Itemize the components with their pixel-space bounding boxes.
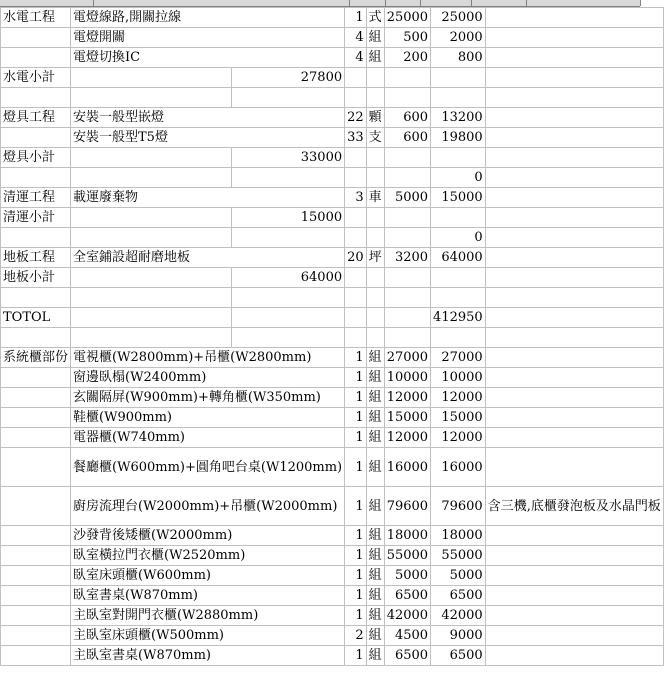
unit-cell[interactable]: 組 (366, 646, 384, 666)
amount-cell[interactable]: 0 (431, 168, 486, 188)
item-cell[interactable]: 窗邊臥榻(W2400mm) (71, 368, 345, 388)
table-row (1, 88, 664, 108)
item-cell[interactable] (71, 288, 232, 308)
category-cell[interactable] (1, 388, 71, 408)
category-cell[interactable] (1, 408, 71, 428)
column-header-e[interactable] (386, 0, 421, 6)
category-cell[interactable]: 燈具工程 (1, 108, 71, 128)
unit-cell[interactable]: 坪 (366, 248, 384, 268)
table-row (1, 428, 664, 448)
amount-cell[interactable]: 64000 (431, 248, 486, 268)
unit-cell[interactable]: 組 (366, 487, 384, 526)
category-cell[interactable]: 地板小計 (1, 268, 71, 288)
item-cell[interactable]: 電器櫃(W740mm) (71, 428, 345, 448)
amount-cell[interactable] (431, 208, 486, 228)
amount-cell[interactable]: 18000 (431, 526, 486, 546)
remark-cell[interactable] (485, 248, 663, 268)
category-cell[interactable]: 地板工程 (1, 248, 71, 268)
amount-cell[interactable]: 0 (431, 228, 486, 248)
amount-cell[interactable]: 13200 (431, 108, 486, 128)
remark-cell[interactable] (485, 268, 663, 288)
subtotal-cell[interactable] (231, 168, 345, 188)
column-header-g[interactable] (472, 0, 527, 6)
remark-cell[interactable] (485, 108, 663, 128)
category-cell[interactable] (1, 168, 71, 188)
table-row (1, 248, 664, 268)
category-cell[interactable] (1, 368, 71, 388)
remark-cell[interactable] (485, 526, 663, 546)
spreadsheet-body (1, 8, 664, 666)
unit-cell[interactable] (366, 68, 384, 88)
unit-cell[interactable]: 組 (366, 48, 384, 68)
table-row (1, 308, 664, 328)
remark-cell[interactable] (485, 208, 663, 228)
unit-cell[interactable]: 車 (366, 188, 384, 208)
table-row (1, 626, 664, 646)
unit-cell[interactable] (366, 168, 384, 188)
remark-cell[interactable] (485, 646, 663, 666)
table-row (1, 586, 664, 606)
unit-cell[interactable]: 組 (366, 448, 384, 487)
item-cell[interactable]: 臥室書桌(W870mm) (71, 586, 345, 606)
remark-cell[interactable] (485, 228, 663, 248)
unit-price-cell[interactable]: 55000 (384, 546, 430, 566)
table-row (1, 108, 664, 128)
remark-cell[interactable] (485, 88, 663, 108)
unit-price-cell[interactable]: 16000 (384, 448, 430, 487)
amount-cell[interactable]: 12000 (431, 388, 486, 408)
quantity-cell[interactable] (345, 288, 367, 308)
table-row (1, 208, 664, 228)
item-cell[interactable]: 電燈線路,開關拉線 (71, 8, 345, 28)
category-cell[interactable] (1, 546, 71, 566)
unit-price-cell[interactable]: 200 (384, 48, 430, 68)
unit-price-cell[interactable] (384, 168, 430, 188)
quantity-cell[interactable]: 4 (345, 28, 367, 48)
unit-price-cell[interactable]: 27000 (384, 348, 430, 368)
unit-cell[interactable] (366, 208, 384, 228)
category-cell[interactable] (1, 88, 71, 108)
column-header-h[interactable] (527, 0, 641, 6)
quantity-cell[interactable]: 1 (345, 408, 367, 428)
quantity-cell[interactable]: 1 (345, 546, 367, 566)
category-cell[interactable]: 清運小計 (1, 208, 71, 228)
remark-cell[interactable] (485, 128, 663, 148)
item-cell[interactable] (71, 88, 232, 108)
subtotal-cell[interactable]: 64000 (231, 268, 345, 288)
table-row (1, 546, 664, 566)
table-row (1, 188, 664, 208)
amount-cell[interactable]: 12000 (431, 428, 486, 448)
column-header-d[interactable] (350, 0, 386, 6)
amount-cell[interactable]: 5000 (431, 566, 486, 586)
unit-cell[interactable] (366, 148, 384, 168)
remark-cell[interactable] (485, 606, 663, 626)
unit-price-cell[interactable] (384, 328, 430, 348)
category-cell[interactable] (1, 586, 71, 606)
subtotal-cell[interactable] (231, 308, 345, 328)
unit-cell[interactable] (366, 328, 384, 348)
item-cell[interactable]: 臥室橫拉門衣櫃(W2520mm) (71, 546, 345, 566)
quantity-cell[interactable]: 1 (345, 448, 367, 487)
table-row (1, 348, 664, 368)
unit-price-cell[interactable]: 6500 (384, 646, 430, 666)
unit-cell[interactable] (366, 228, 384, 248)
category-cell[interactable] (1, 428, 71, 448)
column-header-b-c[interactable] (94, 0, 350, 6)
table-row (1, 128, 664, 148)
quantity-cell[interactable] (345, 268, 367, 288)
remark-cell[interactable] (485, 168, 663, 188)
category-cell[interactable]: 燈具小計 (1, 148, 71, 168)
remark-cell[interactable] (485, 328, 663, 348)
category-cell[interactable]: 水電工程 (1, 8, 71, 28)
remark-cell[interactable] (485, 348, 663, 368)
category-cell[interactable] (1, 48, 71, 68)
item-cell[interactable]: 臥室床頭櫃(W600mm) (71, 566, 345, 586)
unit-cell[interactable]: 式 (366, 8, 384, 28)
unit-price-cell[interactable]: 4500 (384, 626, 430, 646)
unit-price-cell[interactable]: 12000 (384, 428, 430, 448)
unit-price-cell[interactable]: 18000 (384, 526, 430, 546)
category-cell[interactable] (1, 128, 71, 148)
amount-cell[interactable]: 15000 (431, 188, 486, 208)
amount-cell[interactable]: 6500 (431, 586, 486, 606)
table-row (1, 388, 664, 408)
table-row (1, 448, 664, 487)
item-cell[interactable] (71, 228, 232, 248)
category-cell[interactable] (1, 566, 71, 586)
item-cell[interactable]: 主臥室床頭櫃(W500mm) (71, 626, 345, 646)
amount-cell[interactable] (431, 88, 486, 108)
amount-cell[interactable]: 79600 (431, 487, 486, 526)
amount-cell[interactable] (431, 268, 486, 288)
item-cell[interactable] (71, 308, 232, 328)
remark-cell[interactable] (485, 408, 663, 428)
unit-cell[interactable]: 組 (366, 586, 384, 606)
category-cell[interactable] (1, 487, 71, 526)
unit-price-cell[interactable]: 15000 (384, 408, 430, 428)
amount-cell[interactable]: 42000 (431, 606, 486, 626)
item-cell[interactable]: 載運廢棄物 (71, 188, 345, 208)
table-row (1, 28, 664, 48)
remark-cell[interactable] (485, 448, 663, 487)
unit-cell[interactable]: 組 (366, 606, 384, 626)
quantity-cell[interactable]: 1 (345, 487, 367, 526)
amount-cell[interactable]: 800 (431, 48, 486, 68)
subtotal-cell[interactable] (231, 88, 345, 108)
remark-cell[interactable] (485, 148, 663, 168)
quantity-cell[interactable]: 1 (345, 586, 367, 606)
quantity-cell[interactable]: 1 (345, 388, 367, 408)
column-header-strip (0, 0, 640, 7)
table-row (1, 68, 664, 88)
quantity-cell[interactable] (345, 68, 367, 88)
item-cell[interactable] (71, 328, 232, 348)
remark-cell[interactable] (485, 546, 663, 566)
unit-cell[interactable]: 組 (366, 388, 384, 408)
item-cell[interactable] (71, 268, 232, 288)
table-row (1, 168, 664, 188)
remark-cell[interactable] (485, 28, 663, 48)
unit-price-cell[interactable] (384, 268, 430, 288)
quantity-cell[interactable] (345, 308, 367, 328)
table-row (1, 526, 664, 546)
item-cell[interactable]: 沙發背後矮櫃(W2000mm) (71, 526, 345, 546)
item-cell[interactable] (71, 68, 232, 88)
table-row (1, 288, 664, 308)
unit-cell[interactable]: 組 (366, 546, 384, 566)
quantity-cell[interactable]: 1 (345, 566, 367, 586)
unit-cell[interactable]: 組 (366, 526, 384, 546)
remark-cell[interactable] (485, 428, 663, 448)
unit-cell[interactable] (366, 288, 384, 308)
unit-price-cell[interactable]: 6500 (384, 586, 430, 606)
amount-cell[interactable] (431, 148, 486, 168)
item-cell[interactable]: 主臥室對開門衣櫃(W2880mm) (71, 606, 345, 626)
unit-cell[interactable]: 顆 (366, 108, 384, 128)
quantity-cell[interactable]: 1 (345, 428, 367, 448)
unit-price-cell[interactable]: 12000 (384, 388, 430, 408)
unit-price-cell[interactable]: 600 (384, 128, 430, 148)
remark-cell[interactable] (485, 188, 663, 208)
unit-price-cell[interactable]: 25000 (384, 8, 430, 28)
unit-cell[interactable]: 組 (366, 408, 384, 428)
unit-cell[interactable]: 組 (366, 348, 384, 368)
category-cell[interactable] (1, 626, 71, 646)
quantity-cell[interactable]: 2 (345, 626, 367, 646)
category-cell[interactable]: 系統櫃部份 (1, 348, 71, 368)
table-row (1, 606, 664, 626)
quantity-cell[interactable]: 4 (345, 48, 367, 68)
unit-cell[interactable]: 組 (366, 626, 384, 646)
remark-cell[interactable] (485, 368, 663, 388)
unit-price-cell[interactable] (384, 148, 430, 168)
subtotal-cell[interactable]: 15000 (231, 208, 345, 228)
column-header-f[interactable] (421, 0, 472, 6)
amount-cell[interactable]: 27000 (431, 348, 486, 368)
category-cell[interactable]: 清運工程 (1, 188, 71, 208)
category-cell[interactable]: TOTOL (1, 308, 71, 328)
quantity-cell[interactable]: 1 (345, 606, 367, 626)
amount-cell[interactable]: 10000 (431, 368, 486, 388)
unit-price-cell[interactable]: 10000 (384, 368, 430, 388)
unit-price-cell[interactable]: 42000 (384, 606, 430, 626)
unit-price-cell[interactable]: 79600 (384, 487, 430, 526)
category-cell[interactable] (1, 228, 71, 248)
unit-price-cell[interactable] (384, 288, 430, 308)
amount-cell[interactable]: 2000 (431, 28, 486, 48)
category-cell[interactable] (1, 288, 71, 308)
item-cell[interactable]: 電燈開關 (71, 28, 345, 48)
quantity-cell[interactable]: 1 (345, 368, 367, 388)
unit-cell[interactable] (366, 268, 384, 288)
item-cell[interactable]: 電視櫃(W2800mm)+吊櫃(W2800mm) (71, 348, 345, 368)
unit-cell[interactable] (366, 308, 384, 328)
table-row (1, 8, 664, 28)
quantity-cell[interactable] (345, 208, 367, 228)
item-cell[interactable]: 安裝一般型T5燈 (71, 128, 345, 148)
unit-cell[interactable]: 組 (366, 428, 384, 448)
remark-cell[interactable] (485, 388, 663, 408)
quantity-cell[interactable]: 1 (345, 348, 367, 368)
item-cell[interactable]: 電燈切換IC (71, 48, 345, 68)
unit-cell[interactable]: 組 (366, 368, 384, 388)
column-header-a[interactable] (0, 0, 94, 6)
table-row (1, 566, 664, 586)
spreadsheet-grid (0, 7, 664, 666)
table-row (1, 48, 664, 68)
table-row (1, 268, 664, 288)
subtotal-cell[interactable] (231, 328, 345, 348)
item-cell[interactable]: 鞋櫃(W900mm) (71, 408, 345, 428)
unit-price-cell[interactable] (384, 208, 430, 228)
table-row (1, 328, 664, 348)
unit-price-cell[interactable]: 5000 (384, 188, 430, 208)
remark-cell[interactable] (485, 8, 663, 28)
quantity-cell[interactable]: 33 (345, 128, 367, 148)
subtotal-cell[interactable] (231, 288, 345, 308)
category-cell[interactable]: 水電小計 (1, 68, 71, 88)
unit-cell[interactable]: 組 (366, 28, 384, 48)
subtotal-cell[interactable] (231, 228, 345, 248)
item-cell[interactable]: 安裝一般型嵌燈 (71, 108, 345, 128)
quantity-cell[interactable] (345, 88, 367, 108)
amount-cell[interactable]: 412950 (431, 308, 486, 328)
quantity-cell[interactable]: 3 (345, 188, 367, 208)
unit-price-cell[interactable]: 3200 (384, 248, 430, 268)
category-cell[interactable] (1, 28, 71, 48)
item-cell[interactable] (71, 168, 232, 188)
quantity-cell[interactable]: 1 (345, 8, 367, 28)
subtotal-cell[interactable]: 33000 (231, 148, 345, 168)
table-row (1, 148, 664, 168)
unit-price-cell[interactable]: 500 (384, 28, 430, 48)
category-cell[interactable] (1, 526, 71, 546)
amount-cell[interactable]: 19800 (431, 128, 486, 148)
remark-cell[interactable] (485, 566, 663, 586)
amount-cell[interactable]: 25000 (431, 8, 486, 28)
item-cell[interactable]: 全室鋪設超耐磨地板 (71, 248, 345, 268)
quantity-cell[interactable]: 22 (345, 108, 367, 128)
remark-cell[interactable] (485, 288, 663, 308)
item-cell[interactable]: 玄關隔屏(W900mm)+轉角櫃(W350mm) (71, 388, 345, 408)
amount-cell[interactable]: 15000 (431, 408, 486, 428)
amount-cell[interactable] (431, 328, 486, 348)
table-row (1, 368, 664, 388)
quantity-cell[interactable]: 1 (345, 646, 367, 666)
quantity-cell[interactable] (345, 228, 367, 248)
table-row (1, 646, 664, 666)
quantity-cell[interactable]: 1 (345, 526, 367, 546)
amount-cell[interactable]: 9000 (431, 626, 486, 646)
amount-cell[interactable] (431, 288, 486, 308)
unit-cell[interactable] (366, 88, 384, 108)
category-cell[interactable] (1, 606, 71, 626)
table-row (1, 487, 664, 526)
remark-cell[interactable] (485, 626, 663, 646)
unit-price-cell[interactable] (384, 68, 430, 88)
unit-price-cell[interactable] (384, 88, 430, 108)
remark-cell[interactable] (485, 308, 663, 328)
unit-price-cell[interactable] (384, 308, 430, 328)
unit-price-cell[interactable]: 600 (384, 108, 430, 128)
remark-cell[interactable] (485, 48, 663, 68)
table-row (1, 408, 664, 428)
quantity-cell[interactable] (345, 328, 367, 348)
unit-cell[interactable]: 支 (366, 128, 384, 148)
amount-cell[interactable]: 55000 (431, 546, 486, 566)
remark-cell[interactable] (485, 68, 663, 88)
item-cell[interactable]: 主臥室書桌(W870mm) (71, 646, 345, 666)
amount-cell[interactable]: 6500 (431, 646, 486, 666)
category-cell[interactable] (1, 448, 71, 487)
quantity-cell[interactable] (345, 168, 367, 188)
item-cell[interactable] (71, 208, 232, 228)
category-cell[interactable] (1, 646, 71, 666)
amount-cell[interactable]: 16000 (431, 448, 486, 487)
unit-price-cell[interactable]: 5000 (384, 566, 430, 586)
remark-cell[interactable]: 含三機,底櫃發泡板及水晶門板 (485, 487, 663, 526)
category-cell[interactable] (1, 328, 71, 348)
item-cell[interactable]: 廚房流理台(W2000mm)+吊櫃(W2000mm) (71, 487, 345, 526)
remark-cell[interactable] (485, 586, 663, 606)
amount-cell[interactable] (431, 68, 486, 88)
quantity-cell[interactable] (345, 148, 367, 168)
table-row (1, 228, 664, 248)
unit-cell[interactable]: 組 (366, 566, 384, 586)
quantity-cell[interactable]: 20 (345, 248, 367, 268)
item-cell[interactable]: 餐廳櫃(W600mm)+圓角吧台桌(W1200mm) (71, 448, 345, 487)
unit-price-cell[interactable] (384, 228, 430, 248)
item-cell[interactable] (71, 148, 232, 168)
subtotal-cell[interactable]: 27800 (231, 68, 345, 88)
